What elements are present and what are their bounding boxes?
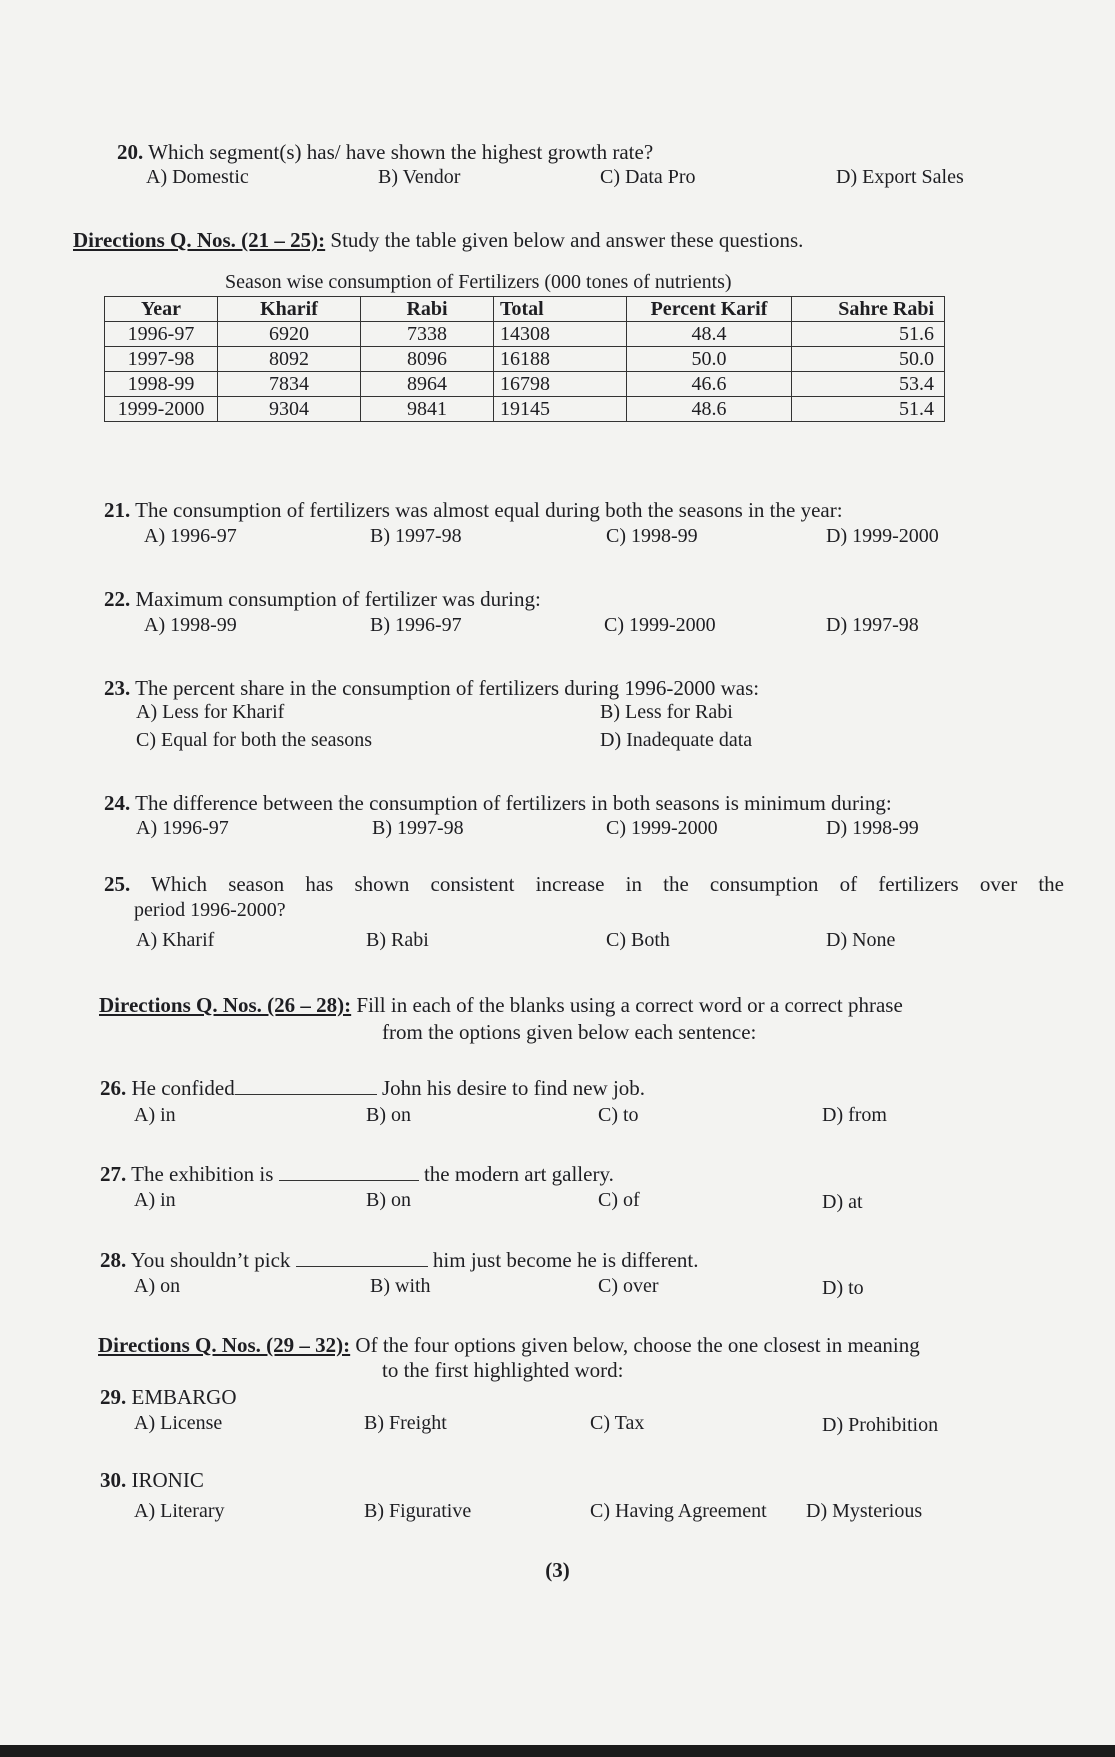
header-percent-karif: Percent Karif — [627, 297, 792, 322]
q20-option-c: C) Data Pro — [600, 166, 696, 188]
directions-text: Fill in each of the blanks using a correct word or a correct phrase — [356, 993, 903, 1017]
directions-21-25 — [73, 228, 803, 253]
question-23 — [104, 676, 759, 701]
table-row — [105, 322, 945, 347]
cell-rabi: 7338 — [361, 322, 494, 347]
question-number: 30. — [100, 1468, 127, 1492]
cell-total: 16188 — [494, 347, 627, 372]
q29-option-c: C) Tax — [590, 1412, 645, 1434]
table-row — [105, 397, 945, 422]
question-number: 23. — [104, 676, 131, 700]
question-number: 22. — [104, 587, 131, 611]
directions-label: Directions Q. Nos. (29 – 32): — [98, 1333, 351, 1357]
cell-share-rabi: 51.4 — [792, 397, 945, 422]
question-number: 26. — [100, 1076, 127, 1100]
answer-blank — [279, 1179, 419, 1181]
q27-option-a: A) in — [134, 1189, 176, 1211]
cell-year: 1998-99 — [105, 372, 218, 397]
q22-option-a: A) 1998-99 — [144, 614, 237, 636]
q26-option-a: A) in — [134, 1104, 176, 1126]
q23-option-c: C) Equal for both the seasons — [136, 729, 373, 751]
q29-option-b: B) Freight — [364, 1412, 447, 1434]
cell-rabi: 8096 — [361, 347, 494, 372]
q24-option-b: B) 1997-98 — [372, 817, 464, 839]
question-29 — [100, 1385, 237, 1410]
question-24 — [104, 791, 892, 816]
question-27 — [100, 1162, 614, 1187]
question-text-before: You shouldn’t pick — [130, 1248, 291, 1272]
question-number: 27. — [100, 1162, 127, 1186]
cell-total: 14308 — [494, 322, 627, 347]
q21-option-b: B) 1997-98 — [370, 525, 462, 547]
q29-option-a: A) License — [134, 1412, 223, 1434]
cell-share-rabi: 51.6 — [792, 322, 945, 347]
question-text-after: him just become he is different. — [432, 1248, 699, 1272]
q23-option-d: D) Inadequate data — [600, 729, 753, 751]
question-text: The percent share in the consumption of fertilizers during 1996-2000 was: — [135, 676, 760, 700]
cell-percent-karif: 50.0 — [627, 347, 792, 372]
q24-option-d: D) 1998-99 — [826, 817, 919, 839]
cell-kharif: 8092 — [218, 347, 361, 372]
q26-option-c: C) to — [598, 1104, 639, 1126]
q28-option-c: C) over — [598, 1275, 659, 1297]
question-text: Which season has shown consistent increase in the consumption of fertilizers over the — [151, 872, 1065, 896]
q21-option-c: C) 1998-99 — [606, 525, 698, 547]
table-caption: Season wise consumption of Fertilizers (000 tones of nutrients) — [225, 271, 732, 293]
question-28 — [100, 1248, 698, 1273]
answer-blank — [296, 1265, 428, 1267]
question-30 — [100, 1468, 204, 1493]
q30-option-a: A) Literary — [134, 1500, 225, 1522]
question-25-line1 — [104, 872, 1064, 897]
header-year: Year — [105, 297, 218, 322]
cell-kharif: 9304 — [218, 397, 361, 422]
cell-year: 1999-2000 — [105, 397, 218, 422]
cell-year: 1997-98 — [105, 347, 218, 372]
cell-percent-karif: 46.6 — [627, 372, 792, 397]
q25-option-a: A) Kharif — [136, 929, 215, 951]
cell-share-rabi: 50.0 — [792, 347, 945, 372]
directions-29-32-line2: to the first highlighted word: — [382, 1358, 624, 1382]
q20-option-a: A) Domestic — [146, 166, 249, 188]
q22-option-d: D) 1997-98 — [826, 614, 919, 636]
q30-option-d: D) Mysterious — [806, 1500, 923, 1522]
directions-label: Directions Q. Nos. (21 – 25): — [73, 228, 326, 252]
q28-option-b: B) with — [370, 1275, 431, 1297]
header-kharif: Kharif — [218, 297, 361, 322]
cell-share-rabi: 53.4 — [792, 372, 945, 397]
question-number: 20. — [117, 140, 144, 164]
table-row — [105, 347, 945, 372]
q27-option-d: D) at — [822, 1191, 863, 1213]
question-21 — [104, 498, 843, 523]
q24-option-a: A) 1996-97 — [136, 817, 229, 839]
question-number: 21. — [104, 498, 131, 522]
cell-percent-karif: 48.6 — [627, 397, 792, 422]
directions-29-32 — [98, 1333, 920, 1358]
q30-option-c: C) Having Agreement — [590, 1500, 767, 1522]
q26-option-d: D) from — [822, 1104, 887, 1126]
cell-kharif: 6920 — [218, 322, 361, 347]
q21-option-d: D) 1999-2000 — [826, 525, 939, 547]
page-number: (3) — [545, 1558, 570, 1582]
cell-total: 16798 — [494, 372, 627, 397]
q22-option-c: C) 1999-2000 — [604, 614, 716, 636]
question-word: IRONIC — [131, 1468, 204, 1492]
question-text: Maximum consumption of fertilizer was during: — [135, 587, 541, 611]
q27-option-b: B) on — [366, 1189, 411, 1211]
question-20 — [117, 140, 653, 165]
header-share-rabi: Sahre Rabi — [792, 297, 945, 322]
header-rabi: Rabi — [361, 297, 494, 322]
question-25-line2: period 1996-2000? — [134, 899, 286, 921]
q27-option-c: C) of — [598, 1189, 640, 1211]
q20-option-d: D) Export Sales — [836, 166, 964, 188]
q25-option-d: D) None — [826, 929, 896, 951]
question-word: EMBARGO — [131, 1385, 237, 1409]
question-text-before: He confided — [131, 1076, 235, 1100]
q24-option-c: C) 1999-2000 — [606, 817, 718, 839]
question-text: The difference between the consumption of fertilizers in both seasons is minimum during: — [135, 791, 892, 815]
question-number: 25. — [104, 872, 131, 896]
answer-blank — [235, 1093, 377, 1095]
question-text-after: John his desire to find new job. — [381, 1076, 646, 1100]
cell-total: 19145 — [494, 397, 627, 422]
q25-option-b: B) Rabi — [366, 929, 429, 951]
directions-label: Directions Q. Nos. (26 – 28): — [99, 993, 352, 1017]
q25-option-c: C) Both — [606, 929, 670, 951]
q29-option-d: D) Prohibition — [822, 1414, 939, 1436]
q20-option-b: B) Vendor — [378, 166, 461, 188]
question-number: 29. — [100, 1385, 127, 1409]
directions-text: Study the table given below and answer these questions. — [330, 228, 804, 252]
question-text-after: the modern art gallery. — [423, 1162, 614, 1186]
cell-rabi: 9841 — [361, 397, 494, 422]
table-row — [105, 372, 945, 397]
q23-option-a: A) Less for Kharif — [136, 701, 285, 723]
q26-option-b: B) on — [366, 1104, 411, 1126]
table-header-row — [105, 297, 945, 322]
question-number: 28. — [100, 1248, 127, 1272]
scan-edge — [0, 1745, 1115, 1757]
question-text: Which segment(s) has/ have shown the highest growth rate? — [148, 140, 654, 164]
cell-rabi: 8964 — [361, 372, 494, 397]
q28-option-d: D) to — [822, 1277, 864, 1299]
q22-option-b: B) 1996-97 — [370, 614, 462, 636]
directions-26-28-line2: from the options given below each sentence: — [382, 1020, 757, 1044]
q30-option-b: B) Figurative — [364, 1500, 472, 1522]
question-text: The consumption of fertilizers was almost equal during both the seasons in the year: — [135, 498, 843, 522]
question-22 — [104, 587, 541, 612]
cell-kharif: 7834 — [218, 372, 361, 397]
q21-option-a: A) 1996-97 — [144, 525, 237, 547]
q28-option-a: A) on — [134, 1275, 181, 1297]
q23-option-b: B) Less for Rabi — [600, 701, 733, 723]
cell-percent-karif: 48.4 — [627, 322, 792, 347]
directions-text: Of the four options given below, choose the one closest in meaning — [355, 1333, 920, 1357]
question-26 — [100, 1076, 645, 1101]
question-text-before: The exhibition is — [131, 1162, 274, 1186]
directions-26-28 — [99, 993, 903, 1018]
cell-year: 1996-97 — [105, 322, 218, 347]
fertilizer-table — [104, 296, 945, 422]
header-total: Total — [494, 297, 627, 322]
question-number: 24. — [104, 791, 131, 815]
